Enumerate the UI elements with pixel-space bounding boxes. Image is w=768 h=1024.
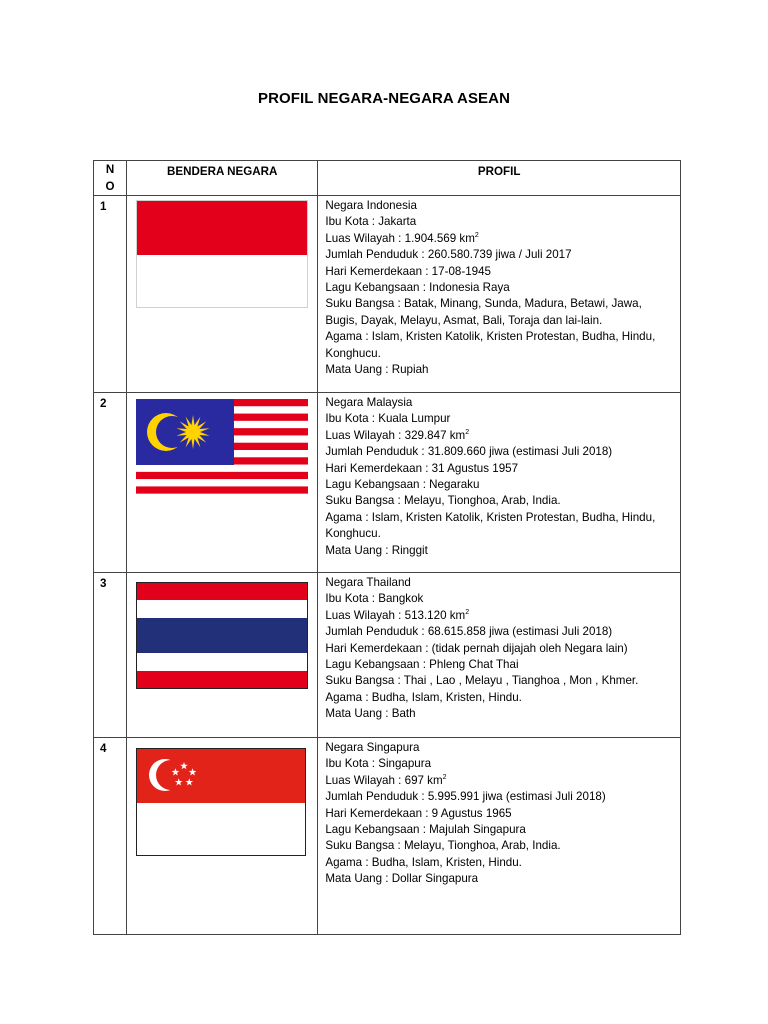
row-number: 3 — [94, 573, 127, 738]
asean-profile-table — [93, 160, 681, 935]
profile-capital: Ibu Kota : Singapura — [325, 757, 432, 771]
profile-cell — [318, 196, 681, 393]
header-profile: PROFIL — [318, 161, 681, 196]
header-no-line1: N — [105, 163, 115, 176]
profile-currency: Mata Uang : Rupiah — [325, 363, 429, 377]
table-header-row — [94, 161, 681, 196]
profile-anthem: Lagu Kebangsaan : Negaraku — [325, 478, 480, 492]
header-no-line2: O — [105, 180, 115, 193]
flag-cell — [127, 393, 318, 573]
profile-religion: Agama : Islam, Kristen Katolik, Kristen Protestan, Budha, Hindu, Konghucu. — [325, 510, 656, 541]
area-unit-superscript: 2 — [465, 428, 470, 436]
profile-ethnic-groups: Suku Bangsa : Thai , Lao , Melayu , Tianghoa , Mon , Khmer. — [325, 674, 639, 688]
profile-currency: Mata Uang : Ringgit — [325, 543, 428, 557]
flag-cell — [127, 738, 318, 935]
profile-anthem: Lagu Kebangsaan : Indonesia Raya — [325, 281, 510, 295]
table-row — [94, 393, 681, 573]
table-row — [94, 738, 681, 935]
profile-country: Negara Thailand — [325, 576, 411, 589]
profile-currency: Mata Uang : Dollar Singapura — [325, 872, 479, 886]
profile-independence: Hari Kemerdekaan : 9 Agustus 1965 — [325, 806, 512, 820]
flag-cell — [127, 196, 318, 393]
area-unit-superscript: 2 — [465, 608, 470, 616]
profile-area: Luas Wilayah : 1.904.569 $km^2$ — [325, 231, 479, 245]
header-flag: BENDERA NEGARA — [127, 161, 318, 196]
indonesia-flag — [136, 200, 308, 308]
row-number: 2 — [94, 393, 127, 573]
profile-religion: Agama : Budha, Islam, Kristen, Hindu. — [325, 690, 522, 704]
profile-anthem: Lagu Kebangsaan : Phleng Chat Thai — [325, 658, 519, 672]
area-unit-superscript: 2 — [474, 231, 479, 239]
profile-independence: Hari Kemerdekaan : (tidak pernah dijajah oleh Negara lain) — [325, 641, 628, 655]
profile-population: Jumlah Penduduk : 68.615.858 jiwa (estimasi Juli 2018) — [325, 625, 613, 639]
profile-independence: Hari Kemerdekaan : 31 Agustus 1957 — [325, 461, 519, 475]
singapore-flag — [136, 748, 306, 856]
profile-religion: Agama : Islam, Kristen Katolik, Kristen Protestan, Budha, Hindu, Konghucu. — [325, 330, 656, 360]
profile-area: Luas Wilayah : 697 $km^2$ — [325, 773, 447, 787]
profile-country: Negara Singapura — [325, 741, 420, 754]
profile-religion: Agama : Budha, Islam, Kristen, Hindu. — [325, 855, 522, 869]
profile-capital: Ibu Kota : Jakarta — [325, 215, 417, 229]
profile-population: Jumlah Penduduk : 31.809.660 jiwa (estimasi Juli 2018) — [325, 445, 613, 459]
profile-cell — [318, 573, 681, 738]
thailand-flag — [136, 582, 308, 689]
malaysia-flag — [136, 399, 308, 501]
profile-population: Jumlah Penduduk : 5.995.991 jiwa (estimasi Juli 2018) — [325, 790, 606, 804]
table-row — [94, 196, 681, 393]
profile-country: Negara Indonesia — [325, 199, 417, 212]
profile-population: Jumlah Penduduk : 260.580.739 jiwa / Juli 2017 — [325, 248, 572, 262]
profile-anthem: Lagu Kebangsaan : Majulah Singapura — [325, 823, 526, 837]
flag-cell — [127, 573, 318, 738]
page-title: PROFIL NEGARA-NEGARA ASEAN — [257, 90, 511, 107]
row-number: 1 — [94, 196, 127, 393]
profile-area: Luas Wilayah : 329.847 $km^2$ — [325, 428, 470, 442]
table-row — [94, 573, 681, 738]
profile-cell — [318, 738, 681, 935]
profile-ethnic-groups: Suku Bangsa : Batak, Minang, Sunda, Madura, Betawi, Jawa, Bugis, Dayak, Melayu, Asmat, Bali, Toraja dan lai-lain. — [325, 297, 642, 327]
profile-cell — [318, 393, 681, 573]
profile-independence: Hari Kemerdekaan : 17-08-1945 — [325, 264, 491, 278]
profile-capital: Ibu Kota : Kuala Lumpur — [325, 412, 451, 426]
profile-country: Negara Malaysia — [325, 396, 413, 409]
profile-currency: Mata Uang : Bath — [325, 707, 416, 721]
profile-ethnic-groups: Suku Bangsa : Melayu, Tionghoa, Arab, India. — [325, 839, 561, 853]
profile-ethnic-groups: Suku Bangsa : Melayu, Tionghoa, Arab, India. — [325, 494, 561, 508]
row-number: 4 — [94, 738, 127, 935]
profile-capital: Ibu Kota : Bangkok — [325, 592, 424, 606]
header-no — [94, 161, 127, 196]
profile-area: Luas Wilayah : 513.120 $km^2$ — [325, 608, 470, 622]
area-unit-superscript: 2 — [442, 773, 447, 781]
